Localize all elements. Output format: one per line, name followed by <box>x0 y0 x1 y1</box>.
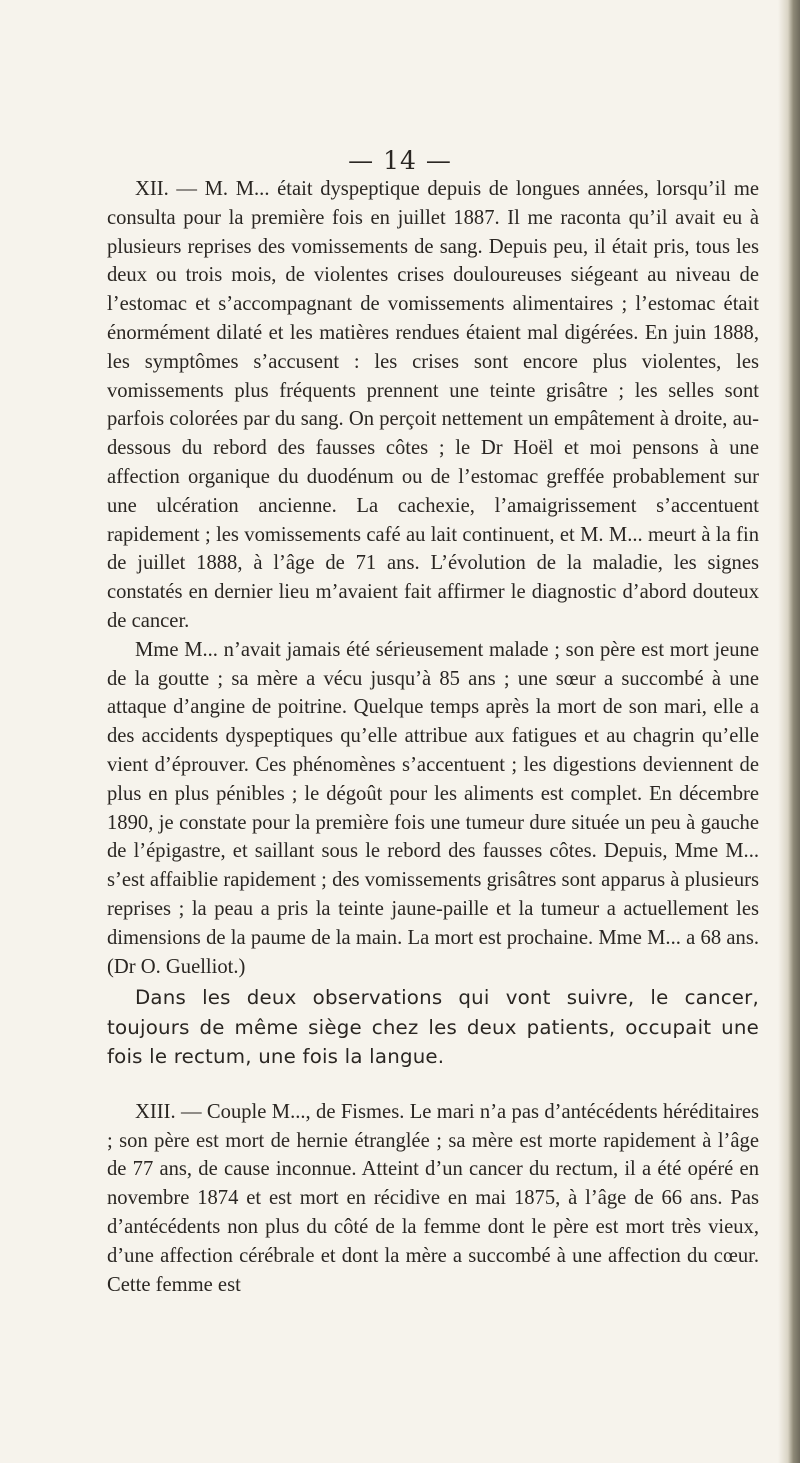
paragraph-xiii-case: XIII. — Couple M..., de Fismes. Le mari n’a pas d’antécédents héréditaires ; son père est mort de hernie étranglée ; sa mère est morte rapidement à l’âge de 77 ans, de cause inconnue. Atteint d’un cancer du rectum, il a été opéré en novembre 1874 et est mort en récidive en mai 1875, à l’âge de 66 ans. Pas d’antécédents non plus du côté de la femme dont le père est mort très vieux, d’une affection cérébrale et dont la mère a succombé à une affection du cœur. Cette femme est <box>107 1100 759 1296</box>
body-text <box>107 175 759 1299</box>
page-edge-shadow <box>778 0 800 1463</box>
paragraph-transition-note: Dans les deux observations qui vont suivre, le cancer, toujours de même siège chez les deux patients, occupait une fois le rectum, une fois la langue. <box>107 986 759 1069</box>
page-number: — 14 — <box>348 146 452 175</box>
paragraph-xii-case: XII. — M. M... était dyspeptique depuis de longues années, lorsqu’il me consulta pour la première fois en juillet 1887. Il me raconta qu’il avait eu à plusieurs reprises des vomissements de sang. Depuis peu, il était pris, tous les deux ou trois mois, de violentes crises douloureuses siégeant au niveau de l’estomac et s’accompagnant de vomissements alimentaires ; l’estomac était énormément dilaté et les matières rendues étaient mal digérées. En juin 1888, les symptômes s’accusent : les crises sont encore plus violentes, les vomissements plus fréquents prennent une teinte grisâtre ; les selles sont parfois colorées par du sang. On perçoit nettement un empâtement à droite, au-dessous du rebord des fausses côtes ; le Dr Hoël et moi pensons à une affection organique du duodénum ou de l’estomac greffée probablement sur une ulcération ancienne. La cachexie, l’amaigrissement s’accentuent rapidement ; les vomissements café au lait continuent, et M. M... meurt à la fin de juillet 1888, à l’âge de 71 ans. L’évolution de la maladie, les signes constatés en dernier lieu m’avaient fait affirmer le diagnostic d’abord douteux de cancer. <box>107 178 759 632</box>
paragraph-xii-wife: Mme M... n’avait jamais été sérieusement malade ; son père est mort jeune de la goutte ; sa mère a vécu jusqu’à 85 ans ; une sœur a succombé à une attaque d’angine de poitrine. Quelque temps après la mort de son mari, elle a des accidents dyspeptiques qu’elle attribue aux fatigues et au chagrin qu’elle vient d’éprouver. Ces phénomènes s’accentuent ; les digestions deviennent de plus en plus pénibles ; le dégoût pour les aliments est complet. En décembre 1890, je constate pour la première fois une tumeur dure située un peu à gauche de l’épigastre, et saillant sous le rebord des fausses côtes. Depuis, Mme M... s’est affaiblie rapidement ; des vomissements grisâtres sont apparus à plusieurs reprises ; la peau a pris la teinte jaune-paille et la tumeur a actuellement les dimensions de la paume de la main. La mort est prochaine. Mme M... a 68 ans. (Dr O. Guelliot.) <box>107 638 759 978</box>
